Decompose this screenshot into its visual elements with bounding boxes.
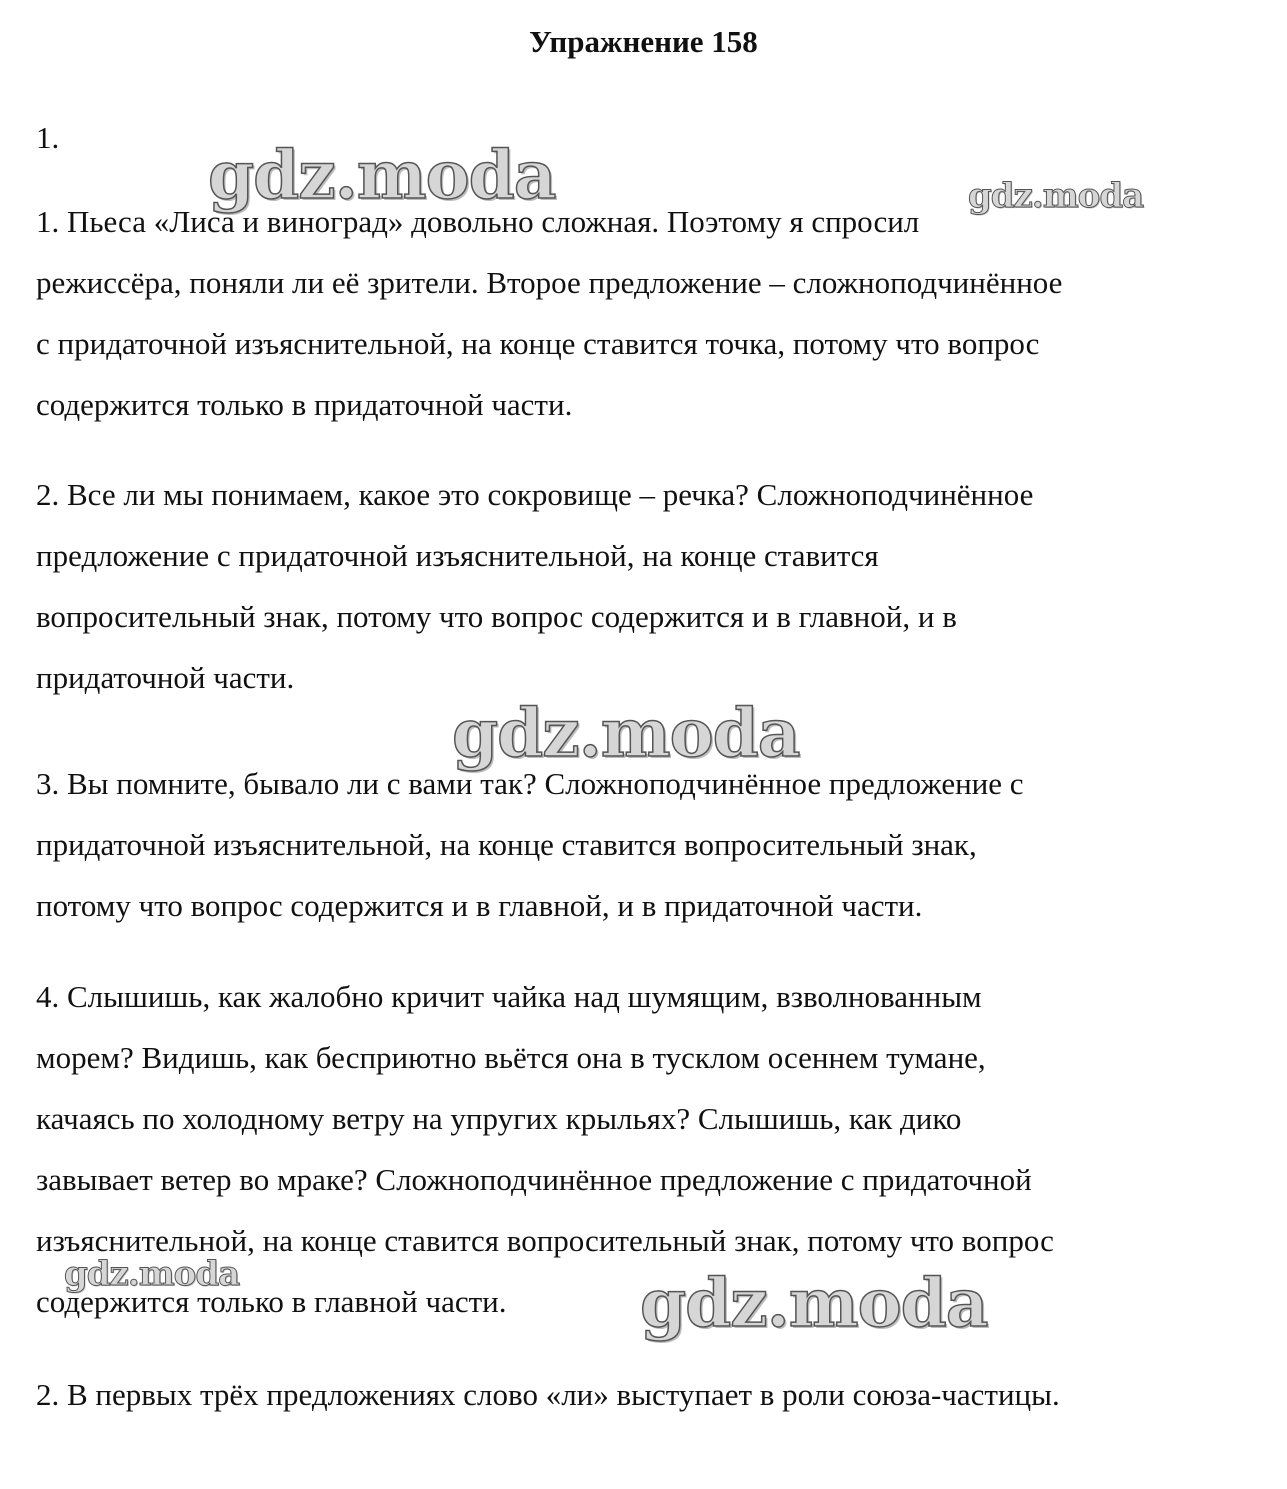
text-line: 1. Пьеса «Лиса и виноград» довольно сложная. Поэтому я спросил bbox=[36, 204, 920, 239]
text-line: содержится только в придаточной части. bbox=[36, 387, 573, 422]
section-number: 1. bbox=[36, 120, 60, 155]
text-line: 2. Все ли мы понимаем, какое это сокровище – речка? Сложноподчинённое bbox=[36, 477, 1034, 512]
text-line: содержится только в главной части. bbox=[36, 1284, 507, 1319]
text-line: завывает ветер во мраке? Сложноподчинённое предложение с придаточной bbox=[36, 1162, 1032, 1197]
text-line: 3. Вы помните, бывало ли с вами так? Сложноподчинённое предложение с bbox=[36, 766, 1024, 801]
watermark-logo: gdz.moda bbox=[64, 1254, 240, 1294]
text-line: изъяснительной, на конце ставится вопросительный знак, потому что вопрос bbox=[36, 1223, 1054, 1258]
text-line: предложение с придаточной изъяснительной, на конце ставится bbox=[36, 538, 879, 573]
text-line: потому что вопрос содержится и в главной, и в придаточной части. bbox=[36, 888, 923, 923]
text-line: придаточной части. bbox=[36, 660, 295, 695]
text-line: 4. Слышишь, как жалобно кричит чайка над шумящим, взволнованным bbox=[36, 979, 982, 1014]
watermark-logo: gdz.moda bbox=[208, 136, 556, 214]
text-line: вопросительный знак, потому что вопрос содержится и в главной, и в bbox=[36, 599, 957, 634]
watermark-logo: gdz.moda bbox=[452, 694, 800, 772]
watermark-logo: gdz.moda bbox=[640, 1264, 988, 1342]
text-line: качаясь по холодному ветру на упругих крыльях? Слышишь, как дико bbox=[36, 1101, 962, 1136]
text-line: режиссёра, поняли ли её зрители. Второе предложение – сложноподчинённое bbox=[36, 265, 1063, 300]
watermark-logo: gdz.moda bbox=[968, 176, 1144, 216]
text-line: 2. В первых трёх предложениях слово «ли» выступает в роли союза-частицы. bbox=[36, 1377, 1060, 1412]
page-title: Упражнение 158 bbox=[529, 24, 758, 59]
text-line: морем? Видишь, как бесприютно вьётся она в тусклом осеннем тумане, bbox=[36, 1040, 986, 1075]
text-line: придаточной изъяснительной, на конце ставится вопросительный знак, bbox=[36, 827, 977, 862]
text-line: с придаточной изъяснительной, на конце ставится точка, потому что вопрос bbox=[36, 326, 1040, 361]
